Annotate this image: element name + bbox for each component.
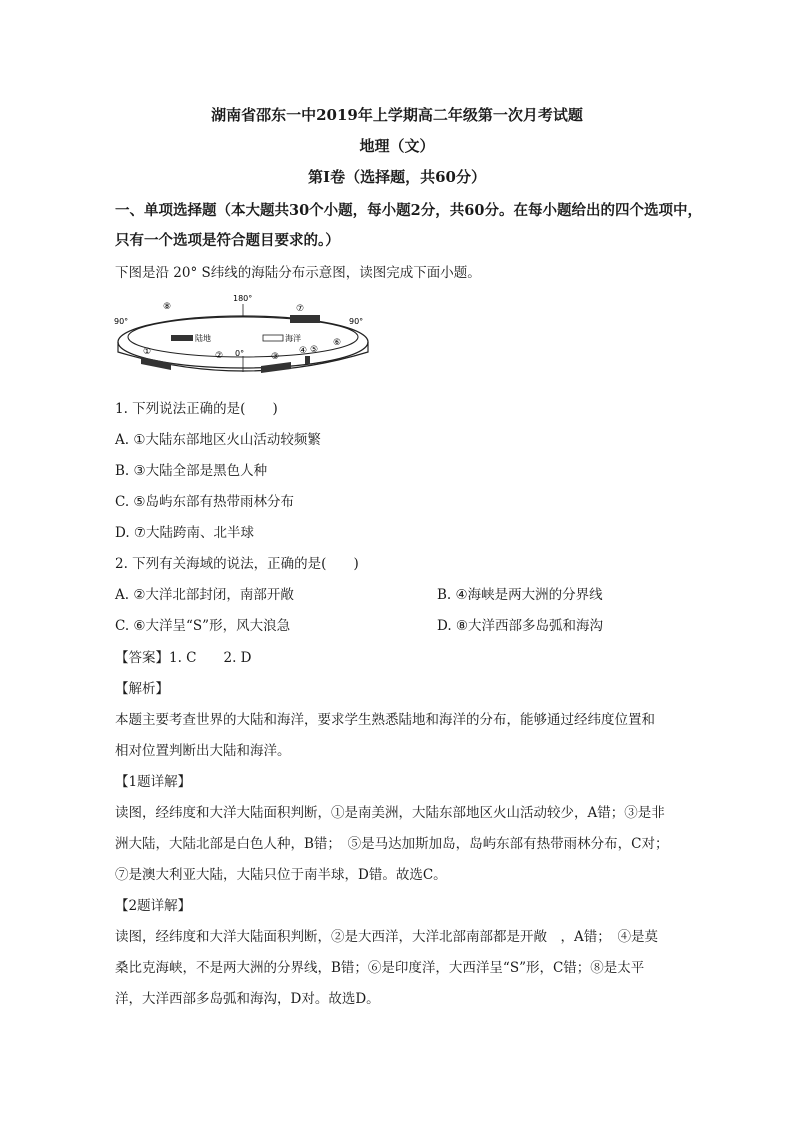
- mark-6: ⑥: [333, 338, 342, 348]
- analysis-line-2: 相对位置判断出大陆和海洋。: [115, 743, 291, 759]
- q1-option-c: C. ⑤岛屿东部有热带雨林分布: [115, 494, 295, 510]
- mark-4: ④: [299, 346, 308, 356]
- land-block-5: [305, 356, 310, 364]
- question-2-stem: 2. 下列有关海域的说法，正确的是( ): [115, 556, 359, 572]
- section-heading-line2: 只有一个选项是符合题目要求的。）: [115, 232, 340, 249]
- land-block-3: [261, 362, 291, 373]
- label-0: 0°: [235, 349, 245, 358]
- q2-detail-label: 【2题详解】: [115, 898, 192, 914]
- part-title: 第Ⅰ卷（选择题，共60分）: [308, 168, 486, 186]
- document-title: 湖南省邵东一中2019年上学期高二年级第一次月考试题: [211, 106, 583, 124]
- land-block-7: [290, 315, 320, 323]
- q2-option-c: C. ⑥大洋呈“S”形，风大浪急: [115, 618, 291, 634]
- mark-1: ①: [143, 347, 152, 357]
- q2-detail-line-2: 桑比克海峡，不是两大洲的分界线，B错；⑥是印度洋，大西洋呈“S”形，C错；⑧是太平: [115, 960, 645, 976]
- analysis-line-1: 本题主要考查世界的大陆和海洋，要求学生熟悉陆地和海洋的分布，能够通过经纬度位置和: [115, 712, 655, 728]
- q1-detail-label: 【1题详解】: [115, 774, 192, 790]
- mark-8: ⑧: [163, 302, 172, 312]
- q2-option-b: B. ④海峡是两大洲的分界线: [437, 587, 603, 603]
- legend-land-label: 陆地: [195, 334, 211, 343]
- land-sea-ring-figure: [113, 290, 373, 385]
- q1-detail-line-3: ⑦是澳大利亚大陆，大陆只位于南半球，D错。故选C。: [115, 867, 447, 883]
- q2-detail-line-3: 洋，大洋西部多岛弧和海沟，D对。故选D。: [115, 991, 380, 1007]
- q1-option-b: B. ③大陆全部是黑色人种: [115, 463, 268, 479]
- answer-label: 【答案】1. C 2. D: [115, 650, 252, 666]
- legend-land-swatch: [171, 335, 193, 341]
- q2-option-d: D. ⑧大洋西部多岛弧和海沟: [437, 618, 604, 634]
- label-90-right: 90°: [349, 317, 364, 326]
- subject-title: 地理（文）: [359, 137, 435, 155]
- land-block-1: [141, 357, 171, 370]
- q1-detail-line-1: 读图，经纬度和大洋大陆面积判断，①是南美洲，大陆东部地区火山活动较少，A错；③是非: [115, 805, 665, 821]
- q1-detail-line-2: 洲大陆，大陆北部是白色人种，B错； ⑤是马达加斯加岛，岛屿东部有热带雨林分布，C对；: [115, 836, 669, 852]
- section-heading-line1: 一、单项选择题（本大题共30个小题，每小题2分，共60分。在每小题给出的四个选项中，: [115, 202, 702, 219]
- mark-3: ③: [271, 352, 280, 362]
- legend-sea-swatch: [263, 335, 283, 341]
- analysis-label: 【解析】: [115, 681, 169, 697]
- legend-sea-label: 海洋: [285, 334, 301, 343]
- mark-7: ⑦: [296, 304, 305, 314]
- question-1-stem: 1. 下列说法正确的是( ): [115, 401, 278, 417]
- land-sea-diagram: [113, 290, 373, 385]
- mark-2: ②: [215, 351, 224, 361]
- q2-option-a: A. ②大洋北部封闭，南部开敞: [115, 587, 294, 603]
- q2-detail-line-1: 读图，经纬度和大洋大陆面积判断，②是大西洋，大洋北部南部都是开敞 ，A错； ④是莫: [115, 929, 658, 945]
- label-90-left: 90°: [114, 317, 129, 326]
- mark-5: ⑤: [310, 345, 319, 355]
- label-180: 180°: [233, 294, 253, 303]
- q1-option-a: A. ①大陆东部地区火山活动较频繁: [115, 432, 321, 448]
- q1-option-d: D. ⑦大陆跨南、北半球: [115, 525, 255, 541]
- intro-text: 下图是沿 20° S纬线的海陆分布示意图，读图完成下面小题。: [115, 265, 481, 281]
